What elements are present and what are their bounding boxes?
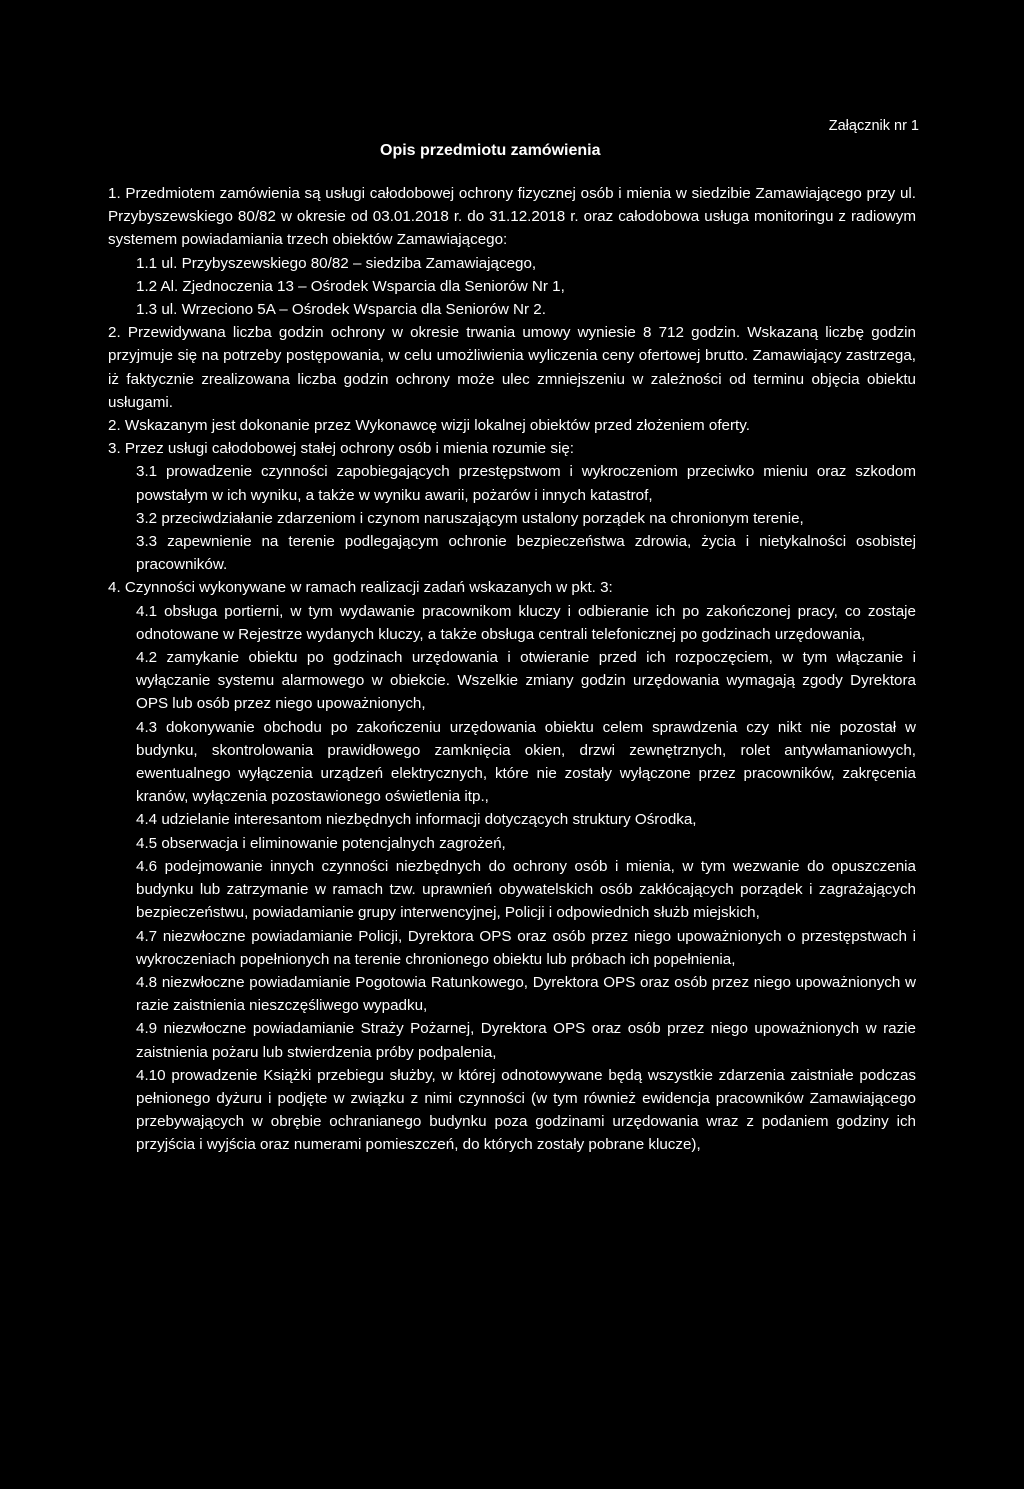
paragraph-4-7: 4.7 niezwłoczne powiadamianie Policji, Dyrektora OPS oraz osób przez niego upoważnionych o przestępstwach i wykroczeniach popełnionych na terenie chronionego obiektu lub próbach ich popełnienia, [136,927,916,968]
paragraph-1-3: 1.3 ul. Wrzeciono 5A – Ośrodek Wsparcia dla Seniorów Nr 2. [136,301,546,319]
paragraph-4-2: 4.2 zamykanie obiektu po godzinach urzędowania i otwieranie przed ich rozpoczęciem, w tym włączanie i wyłączanie systemu alarmowego w obiekcie. Wszelkie zmiany godzin urzędowania wymagają zgody Dyrektora OPS lub osób przez niego upoważnionych, [136,649,916,713]
document-body [108,182,916,1157]
document-title: Opis przedmiotu zamówienia [380,142,601,159]
paragraph-4-10: 4.10 prowadzenie Książki przebiegu służby, w której odnotowywane będą wszystkie zdarzenia zaistniałe podczas pełnionego dyżuru i podjęte w związku z nimi czynności (w tym również ewidencja pracowników Zamawiającego przebywających w obrębie ochranianego budynku poza godzinami urzędowania wraz z podaniem godziny ich przyjścia i wyjścia oraz numerami pomieszczeń, do których zostały pobrane klucze), [136,1066,916,1154]
paragraph-3-1: 3.1 prowadzenie czynności zapobiegających przestępstwom i wykroczeniom przeciwko mieniu oraz szkodom powstałym w ich wyniku, a także w wyniku awarii, pożarów i innych katastrof, [136,463,916,504]
paragraph-4: 4. Czynności wykonywane w ramach realizacji zadań wskazanych w pkt. 3: [108,579,613,597]
paragraph-3-3: 3.3 zapewnienie na terenie podlegającym ochronie bezpieczeństwa zdrowia, życia i nietykalności osobistej pracowników. [136,533,916,574]
paragraph-4-6: 4.6 podejmowanie innych czynności niezbędnych do ochrony osób i mienia, w tym wezwanie do opuszczenia budynku lub zatrzymanie w ramach tzw. uprawnień obywatelskich osób zakłócających porządek i zagrażających bezpieczeństwu, powiadamianie grupy interwencyjnej, Policji i odpowiednich służb miejskich, [136,857,916,922]
paragraph-4-5: 4.5 obserwacja i eliminowanie potencjalnych zagrożeń, [136,834,506,852]
paragraph-4-1: 4.1 obsługa portierni, w tym wydawanie pracownikom kluczy i odbieranie ich po zakończonej pracy, co zostaje odnotowane w Rejestrze wydanych kluczy, a także obsługa centrali telefonicznej po godzinach urzędowania, [136,602,916,643]
paragraph-3: 3. Przez usługi całodobowej stałej ochrony osób i mienia rozumie się: [108,440,574,458]
paragraph-2: 2. Przewidywana liczba godzin ochrony w okresie trwania umowy wyniesie 8 712 godzin. Wskazaną liczbę godzin przyjmuje się na potrzeby postępowania, w celu umożliwienia wyliczenia ceny ofertowej brutto. Zamawiający zastrzega, iż faktycznie zrealizowana liczba godzin ochrony może ulec zmniejszeniu w zależności od terminu objęcia obiektu usługami. [108,324,916,411]
paragraph-4-3: 4.3 dokonywanie obchodu po zakończeniu urzędowania obiektu celem sprawdzenia czy nikt nie pozostał w budynku, skontrolowania prawidłowego zamknięcia okien, drzwi zewnętrznych, rolet antywłamaniowych, ewentualnego wyłączenia urządzeń elektrycznych, które nie zostały wyłączone przez pracowników, zakręcenia kranów, wyłączenia pozostawionego oświetlenia itp., [136,718,916,806]
paragraph-1: 1. Przedmiotem zamówienia są usługi całodobowej ochrony fizycznej osób i mienia w siedzibie Zamawiającego przy ul. Przybyszewskiego 80/82 w okresie od 03.01.2018 r. do 31.12.2018 r. oraz całodobowa usługa monitoringu z radiowym systemem powiadamiania trzech obiektów Zamawiającego: [108,185,916,249]
paragraph-2b: 2. Wskazanym jest dokonanie przez Wykonawcę wizji lokalnej obiektów przed złożeniem oferty. [108,417,750,435]
paragraph-1-2: 1.2 Al. Zjednoczenia 13 – Ośrodek Wsparcia dla Seniorów Nr 1, [136,277,565,295]
paragraph-3-2: 3.2 przeciwdziałanie zdarzeniom i czynom naruszającym ustalony porządek na chronionym terenie, [136,509,804,527]
paragraph-4-9: 4.9 niezwłoczne powiadamianie Straży Pożarnej, Dyrektora OPS oraz osób przez niego upoważnionych w razie zaistnienia pożaru lub stwierdzenia próby podpalenia, [136,1020,916,1061]
paragraph-1-1: 1.1 ul. Przybyszewskiego 80/82 – siedziba Zamawiającego, [136,254,537,272]
annex-label: Załącznik nr 1 [828,118,919,134]
paragraph-4-8: 4.8 niezwłoczne powiadamianie Pogotowia Ratunkowego, Dyrektora OPS oraz osób przez niego upoważnionych w razie zaistnienia nieszczęśliwego wypadku, [136,973,916,1015]
paragraph-4-4: 4.4 udzielanie interesantom niezbędnych informacji dotyczących struktury Ośrodka, [136,811,697,829]
